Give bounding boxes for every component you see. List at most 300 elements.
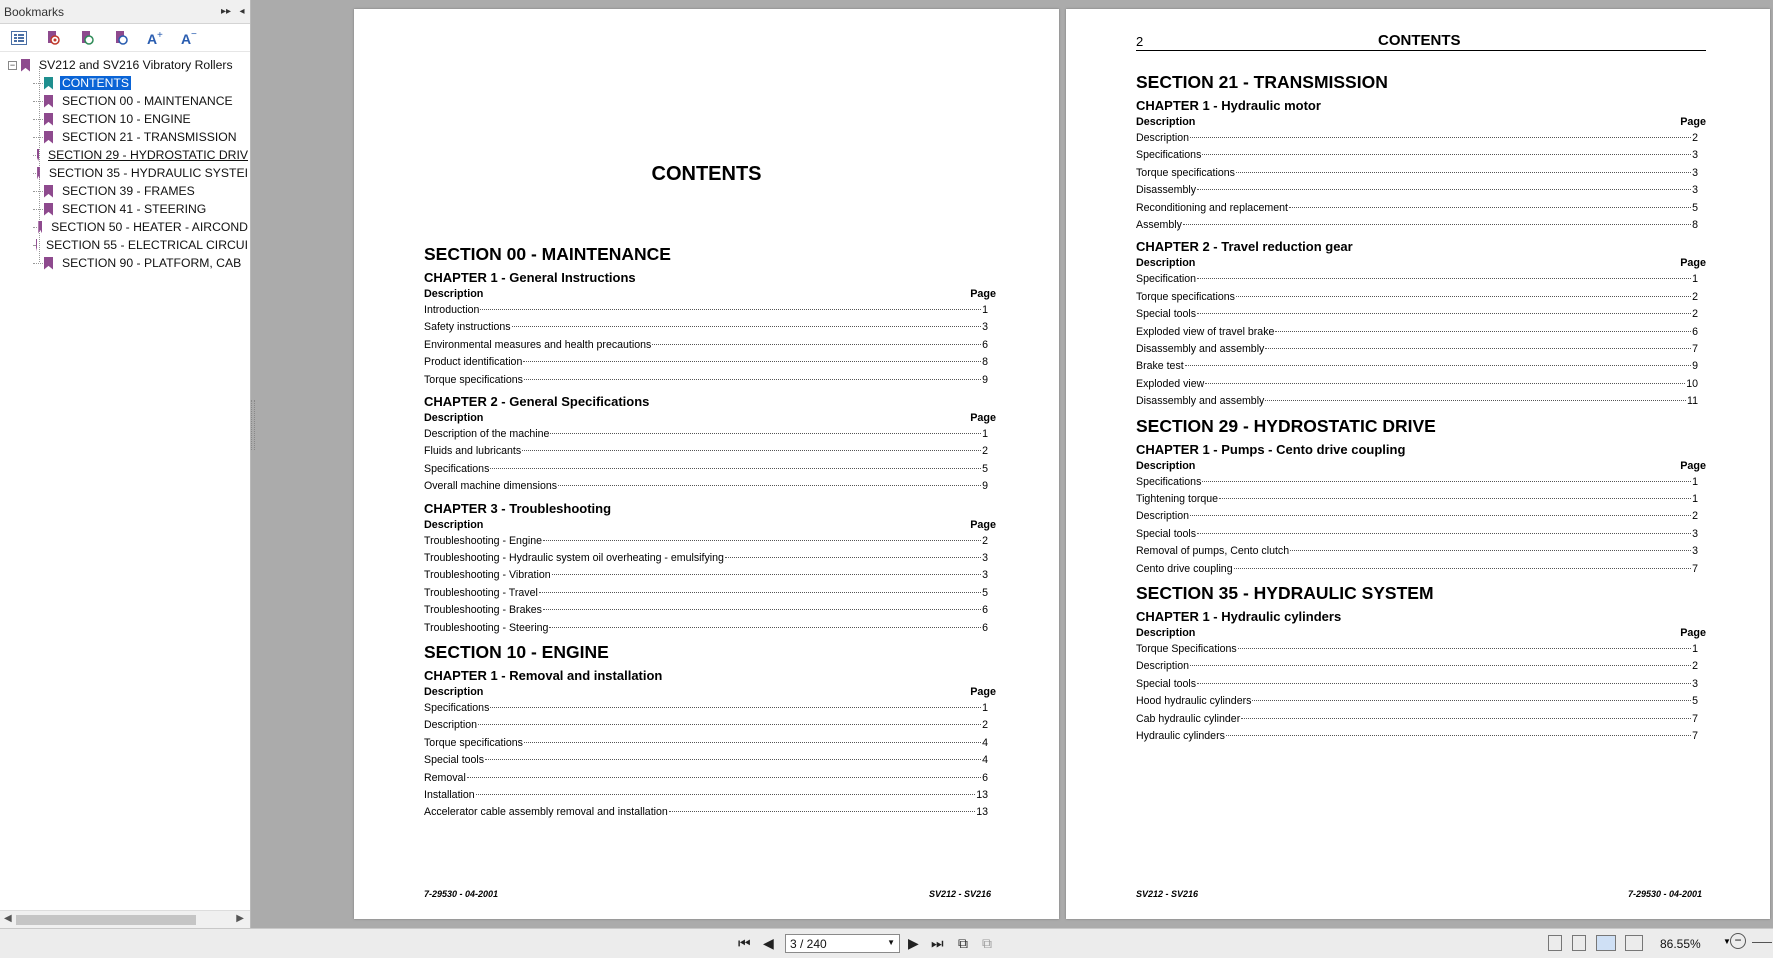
toc-entry[interactable]: [424, 480, 988, 492]
dot-leader: [485, 759, 981, 760]
dot-leader: [1197, 313, 1691, 314]
toc-entry[interactable]: [1136, 643, 1698, 655]
document-page-2: [1066, 9, 1770, 919]
toc-entry-description: Tightening torque: [1136, 493, 1219, 505]
toc-entry-page: 3: [1692, 166, 1698, 179]
single-page-view-icon[interactable]: [1548, 935, 1562, 951]
panel-splitter[interactable]: [251, 400, 255, 450]
toc-entry-page: 5: [982, 586, 988, 599]
toc-entry[interactable]: [424, 356, 988, 368]
toc-entry-description: Torque specifications: [1136, 290, 1235, 303]
toc-entry[interactable]: [1136, 360, 1698, 372]
toc-entry[interactable]: [424, 321, 988, 333]
document-page-1: [354, 9, 1059, 919]
toc-entry[interactable]: [1136, 184, 1698, 196]
tree-connector: [33, 263, 43, 264]
previous-page-icon[interactable]: ◀: [763, 935, 774, 951]
tree-connector: [33, 137, 43, 138]
expand-bookmark-icon[interactable]: [42, 27, 64, 49]
column-page: Page: [1680, 627, 1706, 639]
toc-entry-page: 6: [982, 621, 988, 634]
bookmark-item[interactable]: [0, 200, 250, 218]
toc-entry[interactable]: [1136, 660, 1698, 672]
toc-entry-description: Disassembly and assembly: [1136, 343, 1265, 355]
toc-entry-description: Exploded view of travel brake: [1136, 325, 1275, 338]
bookmark-item[interactable]: [0, 146, 250, 164]
column-description: Description: [1136, 257, 1196, 270]
toc-entry-page: 1: [982, 304, 988, 316]
toc-entry-description: Specifications: [1136, 149, 1202, 162]
dot-leader: [1183, 224, 1691, 225]
toc-entry[interactable]: [1136, 730, 1698, 742]
bookmark-tree: [0, 52, 250, 272]
dot-leader: [1190, 515, 1691, 516]
toc-entry[interactable]: [1136, 219, 1698, 231]
hide-panel-icon[interactable]: ◂: [239, 6, 245, 17]
toc-entry[interactable]: [1136, 713, 1698, 725]
svg-text:A: A: [147, 30, 158, 46]
dot-leader: [478, 724, 981, 725]
find-bookmark-icon[interactable]: [76, 27, 98, 49]
dot-leader: [550, 433, 981, 434]
bookmark-item[interactable]: [0, 110, 250, 128]
chapter-heading: CHAPTER 2 - Travel reduction gear: [1136, 239, 1353, 255]
toc-entry-page: 3: [982, 569, 988, 582]
toc-entry-page: 3: [1692, 677, 1698, 690]
toc-entry[interactable]: [424, 754, 988, 766]
bookmarks-horizontal-scrollbar[interactable]: [0, 910, 250, 928]
page-header: [1136, 32, 1706, 51]
toc-entry[interactable]: [1136, 326, 1698, 338]
tree-connector: [33, 191, 43, 192]
chapter-heading: CHAPTER 1 - General Instructions: [424, 270, 636, 285]
dot-leader: [522, 450, 981, 451]
bookmark-label: SECTION 10 - ENGINE: [62, 112, 191, 126]
dot-leader: [1236, 172, 1691, 173]
toc-entry[interactable]: [1136, 273, 1698, 285]
svg-text:+: +: [157, 29, 163, 41]
tree-connector: [33, 119, 43, 120]
bookmark-item[interactable]: [0, 164, 250, 182]
toc-entry-description: Special tools: [1136, 527, 1197, 540]
toc-entry-page: 2: [1692, 308, 1698, 321]
toc-entry-page: 2: [982, 445, 988, 458]
bookmark-label: SECTION 00 - MAINTENANCE: [62, 94, 233, 108]
bookmark-icon: [21, 59, 30, 72]
toc-entry-description: Removal of pumps, Cento clutch: [1136, 545, 1290, 558]
toc-entry-description: Brake test: [1136, 360, 1184, 373]
toc-entry-page: 4: [982, 736, 988, 749]
dot-leader: [467, 777, 981, 778]
column-headers: [1136, 116, 1706, 128]
dot-leader: [1252, 700, 1691, 701]
toc-entry-page: 3: [1692, 545, 1698, 558]
column-page: Page: [970, 686, 996, 698]
bookmark-item[interactable]: [0, 92, 250, 110]
bookmark-item[interactable]: [0, 218, 250, 236]
toc-entry-page: 2: [1692, 132, 1698, 144]
bookmarks-header: [0, 0, 250, 24]
toc-entry-description: Removal: [424, 771, 466, 784]
toc-entry-page: 3: [1692, 149, 1698, 162]
dot-leader: [1219, 498, 1691, 499]
svg-text:−: −: [191, 29, 197, 40]
dot-leader: [523, 361, 981, 362]
toc-entry-page: 7: [1692, 343, 1698, 355]
decrease-text-size-icon[interactable]: [178, 27, 200, 49]
page-number-value: 3 / 240: [790, 937, 827, 951]
dot-leader: [1197, 189, 1691, 190]
toc-entry-description: Troubleshooting - Vibration: [424, 569, 551, 582]
bookmark-root-label: SV212 and SV216 Vibratory Rollers: [39, 58, 233, 72]
chapter-heading: CHAPTER 1 - Removal and installation: [424, 668, 663, 683]
chapter-heading: CHAPTER 1 - Pumps - Cento drive coupling: [1136, 441, 1406, 457]
bookmark-item[interactable]: [0, 74, 250, 92]
page-footer-right: SV212 - SV216: [928, 889, 991, 899]
toc-entry-page: 8: [1692, 219, 1698, 231]
toc-entry[interactable]: [424, 374, 988, 386]
next-view-icon[interactable]: ⧉: [982, 935, 992, 951]
toc-entry-page: 2: [1692, 510, 1698, 523]
new-bookmark-icon[interactable]: [110, 27, 132, 49]
bookmark-item[interactable]: [0, 236, 250, 254]
dot-leader: [1234, 568, 1692, 569]
column-headers: [1136, 627, 1706, 639]
dot-leader: [1265, 400, 1686, 401]
toc-entry[interactable]: [424, 463, 988, 475]
toc-entry-page: 4: [982, 754, 988, 767]
dot-leader: [1190, 665, 1691, 666]
bookmarks-panel: [0, 0, 251, 928]
tree-connector: [33, 101, 43, 102]
bookmark-icon: [44, 95, 53, 108]
dot-leader: [543, 609, 981, 610]
collapse-panel-icon[interactable]: ▸▸: [220, 6, 232, 17]
toc-entry[interactable]: [424, 772, 988, 784]
toc-entry-page: 6: [982, 338, 988, 351]
toc-entry[interactable]: [1136, 528, 1698, 540]
dot-leader: [490, 468, 981, 469]
page-footer-right: 7-29530 - 04-2001: [1627, 889, 1702, 899]
tree-connector: [33, 173, 36, 174]
bookmark-icon: [44, 185, 53, 198]
dot-leader: [480, 309, 981, 310]
zoom-dropdown-icon[interactable]: ▼: [1723, 937, 1731, 946]
last-page-icon[interactable]: ⏭: [931, 935, 944, 951]
next-page-icon[interactable]: ▶: [908, 935, 919, 951]
dot-leader: [476, 794, 976, 795]
column-headers: [1136, 460, 1706, 472]
toc-entry-page: 5: [1692, 201, 1698, 214]
bookmark-item[interactable]: [0, 128, 250, 146]
dot-leader: [524, 742, 981, 743]
continuous-view-icon[interactable]: [1572, 935, 1586, 951]
toc-entry-page: 5: [982, 462, 988, 475]
toc-entry-description: Troubleshooting - Brakes: [424, 604, 542, 617]
column-page: Page: [1680, 257, 1706, 270]
toc-entry-description: Specifications: [424, 702, 490, 714]
chapter-heading: CHAPTER 1 - Hydraulic cylinders: [1136, 609, 1342, 624]
dot-leader: [1202, 481, 1691, 482]
toc-entry[interactable]: [424, 569, 988, 581]
toc-entry-description: Environmental measures and health precautions: [424, 338, 652, 351]
dot-leader: [1185, 365, 1691, 366]
bookmark-label: SECTION 41 - STEERING: [62, 202, 207, 216]
bookmark-icon: [38, 221, 42, 234]
svg-text:A: A: [181, 30, 192, 46]
bookmark-icon: [37, 149, 39, 162]
section-heading: SECTION 35 - HYDRAULIC SYSTEM: [1136, 583, 1434, 603]
section-heading: SECTION 10 - ENGINE: [424, 642, 609, 662]
toc-entry-page: 5: [1692, 695, 1698, 708]
toc-entry-page: 10: [1686, 377, 1698, 390]
toc-entry-page: 9: [1692, 360, 1698, 373]
toc-entry-description: Special tools: [1136, 308, 1197, 321]
toc-entry[interactable]: [424, 587, 988, 599]
toc-entry-page: 2: [1692, 660, 1698, 673]
bookmark-label: SECTION 55 - ELECTRICAL CIRCUI: [45, 238, 248, 252]
toc-entry-description: Disassembly: [1136, 184, 1197, 197]
toc-entry-description: Description: [1136, 132, 1189, 144]
toc-entry-description: Description: [424, 719, 477, 732]
dot-leader: [552, 574, 981, 575]
bookmarks-toolbar: [0, 24, 250, 52]
dot-leader: [1265, 348, 1691, 349]
column-description: Description: [1136, 627, 1196, 639]
toc-entry-page: 13: [976, 806, 988, 819]
options-icon[interactable]: [8, 27, 30, 49]
page-title: CONTENTS: [651, 163, 762, 185]
toc-entry[interactable]: [1136, 167, 1698, 179]
dot-leader: [1197, 278, 1691, 279]
toc-entry-description: Product identification: [424, 356, 523, 369]
toc-entry[interactable]: [1136, 493, 1698, 505]
bookmark-root[interactable]: [0, 56, 250, 74]
toc-entry[interactable]: [424, 702, 988, 714]
toc-entry-description: Overall machine dimensions: [424, 480, 558, 493]
tree-connector: [33, 245, 35, 246]
toc-entry[interactable]: [424, 719, 988, 731]
collapse-tree-icon[interactable]: −: [9, 59, 16, 70]
toc-entry[interactable]: [1136, 291, 1698, 303]
toc-entry[interactable]: [424, 622, 988, 634]
tree-connector: [33, 227, 37, 228]
toc-entry[interactable]: [424, 552, 988, 564]
facing-view-icon[interactable]: [1596, 935, 1616, 951]
toc-entry-page: 1: [1692, 643, 1698, 655]
dot-leader: [1197, 683, 1691, 684]
toc-entry-page: 13: [976, 789, 988, 801]
toc-entry[interactable]: [1136, 149, 1698, 161]
toc-entry[interactable]: [1136, 695, 1698, 707]
toc-entry-description: Special tools: [1136, 677, 1197, 690]
toc-entry-page: 1: [1692, 493, 1698, 505]
column-headers: [424, 288, 996, 300]
dot-leader: [543, 540, 981, 541]
toc-entry[interactable]: [424, 806, 988, 818]
toc-entry-description: Description: [1136, 510, 1189, 523]
toc-entry-page: 7: [1692, 562, 1698, 575]
dot-leader: [1205, 383, 1685, 384]
dot-leader: [549, 627, 981, 628]
dot-leader: [558, 485, 981, 486]
toc-entry[interactable]: [424, 535, 988, 547]
toc-entry[interactable]: [1136, 202, 1698, 214]
toc-entry-page: 9: [982, 480, 988, 493]
toc-entry-description: Specification: [1136, 273, 1197, 286]
column-headers: [424, 412, 996, 424]
dot-leader: [1275, 331, 1691, 332]
column-page: Page: [970, 518, 996, 531]
first-page-icon[interactable]: ⏮: [738, 935, 751, 951]
dot-leader: [1236, 296, 1691, 297]
toc-entry-page: 6: [982, 771, 988, 784]
bookmark-icon: [44, 77, 53, 90]
dot-leader: [1202, 154, 1691, 155]
toc-entry-description: Description of the machine: [424, 428, 550, 440]
dot-leader: [1197, 533, 1691, 534]
section-heading: SECTION 00 - MAINTENANCE: [424, 244, 671, 264]
scroll-left-icon[interactable]: ◀: [4, 913, 12, 924]
page-footer-left: 7-29530 - 04-2001: [424, 889, 499, 899]
toc-entry-page: 8: [982, 356, 988, 369]
bookmark-icon: [44, 131, 53, 144]
toc-entry-description: Torque specifications: [1136, 166, 1235, 179]
toc-entry[interactable]: [1136, 563, 1698, 575]
toc-entry[interactable]: [1136, 510, 1698, 522]
toc-entry-description: Fluids and lubricants: [424, 445, 522, 458]
toc-entry[interactable]: [1136, 308, 1698, 320]
toc-entry-page: 2: [982, 719, 988, 732]
toc-entry-description: Hood hydraulic cylinders: [1136, 695, 1252, 708]
zoom-slider[interactable]: [1752, 942, 1772, 943]
section-heading: SECTION 21 - TRANSMISSION: [1136, 72, 1388, 92]
toc-entry[interactable]: [424, 604, 988, 616]
dot-leader: [1290, 550, 1691, 551]
column-page: Page: [970, 412, 996, 424]
page-number: 2: [1136, 34, 1144, 49]
continuous-facing-view-icon[interactable]: [1625, 935, 1643, 951]
bookmark-label: SECTION 29 - HYDROSTATIC DRIV: [48, 148, 248, 162]
toc-entry-description: Accelerator cable assembly removal and installation: [424, 806, 668, 819]
toc-entry[interactable]: [1136, 678, 1698, 690]
column-headers: [424, 686, 996, 698]
toc-entry[interactable]: [424, 304, 988, 316]
bookmark-label: SECTION 50 - HEATER - AIRCOND: [51, 220, 248, 234]
toc-entry-description: Specifications: [424, 462, 490, 475]
column-page: Page: [970, 288, 996, 300]
tree-connector: [33, 83, 43, 84]
toc-entry[interactable]: [1136, 476, 1698, 488]
toc-entry-description: Cab hydraulic cylinder: [1136, 712, 1241, 725]
toc-entry[interactable]: [1136, 395, 1698, 407]
dot-leader: [539, 592, 981, 593]
increase-text-size-icon[interactable]: [144, 27, 166, 49]
toc-entry-page: 6: [982, 604, 988, 617]
toc-entry-description: Description: [1136, 660, 1189, 673]
toc-entry[interactable]: [1136, 545, 1698, 557]
zoom-out-button[interactable]: −: [1730, 933, 1746, 949]
toc-entry-page: 1: [982, 428, 988, 440]
page-header-title: CONTENTS: [1378, 32, 1461, 49]
column-page: Page: [1680, 459, 1706, 472]
toc-entry-description: Introduction: [424, 304, 480, 316]
page-footer-left: SV212 - SV216: [1136, 889, 1199, 899]
bookmark-item[interactable]: [0, 254, 250, 272]
toc-entry[interactable]: [424, 339, 988, 351]
column-headers: [1136, 257, 1706, 269]
toc-entry[interactable]: [424, 789, 988, 801]
column-headers: [424, 519, 996, 531]
bookmark-label: SECTION 39 - FRAMES: [62, 184, 195, 198]
toc-entry[interactable]: [424, 445, 988, 457]
toc-entry-description: Torque specifications: [424, 373, 523, 386]
toc-entry-page: 3: [982, 321, 988, 334]
toc-entry-description: Cento drive coupling: [1136, 562, 1233, 575]
column-description: Description: [1136, 116, 1196, 128]
previous-view-icon[interactable]: ⧉: [958, 935, 968, 951]
scrollbar-thumb[interactable]: [16, 915, 196, 925]
toc-entry-page: 7: [1692, 730, 1698, 742]
column-description: Description: [424, 288, 484, 300]
zoom-level[interactable]: 86.55%: [1660, 937, 1701, 951]
toc-entry[interactable]: [424, 737, 988, 749]
toc-entry-description: Troubleshooting - Hydraulic system oil overheating - emulsifying: [424, 552, 724, 564]
toc-entry-page: 2: [1692, 290, 1698, 303]
dot-leader: [652, 344, 981, 345]
toc-entry-description: Torque Specifications: [1136, 643, 1237, 655]
bookmark-icon: [37, 167, 40, 180]
dot-leader: [1190, 137, 1691, 138]
chapter-heading: CHAPTER 1 - Hydraulic motor: [1136, 98, 1321, 113]
toc-entry-description: Assembly: [1136, 219, 1182, 231]
toc-entry-description: Torque specifications: [424, 736, 523, 749]
toc-entry-page: 7: [1692, 712, 1698, 725]
chevron-down-icon[interactable]: ▼: [887, 938, 895, 947]
bookmarks-title: Bookmarks: [4, 4, 65, 19]
column-description: Description: [424, 518, 484, 531]
toc-entry-page: 1: [1692, 273, 1698, 286]
column-description: Description: [1136, 459, 1196, 472]
toc-entry[interactable]: [1136, 132, 1698, 144]
toc-entry[interactable]: [1136, 343, 1698, 355]
toc-entry-page: 2: [982, 534, 988, 547]
toc-entry-description: Exploded view: [1136, 377, 1205, 390]
dot-leader: [725, 557, 981, 558]
dot-leader: [1226, 735, 1691, 736]
bookmark-icon: [36, 239, 37, 252]
toc-entry-description: Special tools: [424, 754, 485, 767]
column-description: Description: [424, 686, 484, 698]
toc-entry-description: Troubleshooting - Engine: [424, 534, 542, 547]
bookmark-icon: [44, 203, 53, 216]
toc-entry-description: Troubleshooting - Steering: [424, 621, 549, 634]
toc-entry-page: 1: [1692, 475, 1698, 488]
bookmark-label: SECTION 21 - TRANSMISSION: [62, 130, 237, 144]
scroll-right-icon[interactable]: ▶: [236, 913, 244, 924]
toc-entry-description: Reconditioning and replacement: [1136, 201, 1288, 214]
dot-leader: [1238, 648, 1691, 649]
bookmark-icon: [44, 257, 53, 270]
toc-entry[interactable]: [1136, 378, 1698, 390]
chapter-heading: CHAPTER 2 - General Specifications: [424, 394, 650, 409]
page-number-field[interactable]: [785, 934, 900, 953]
bookmark-item[interactable]: [0, 182, 250, 200]
toc-entry[interactable]: [424, 428, 988, 440]
bookmark-label: CONTENTS: [62, 76, 130, 90]
toc-entry-description: Disassembly and assembly: [1136, 395, 1265, 408]
dot-leader: [512, 326, 982, 327]
